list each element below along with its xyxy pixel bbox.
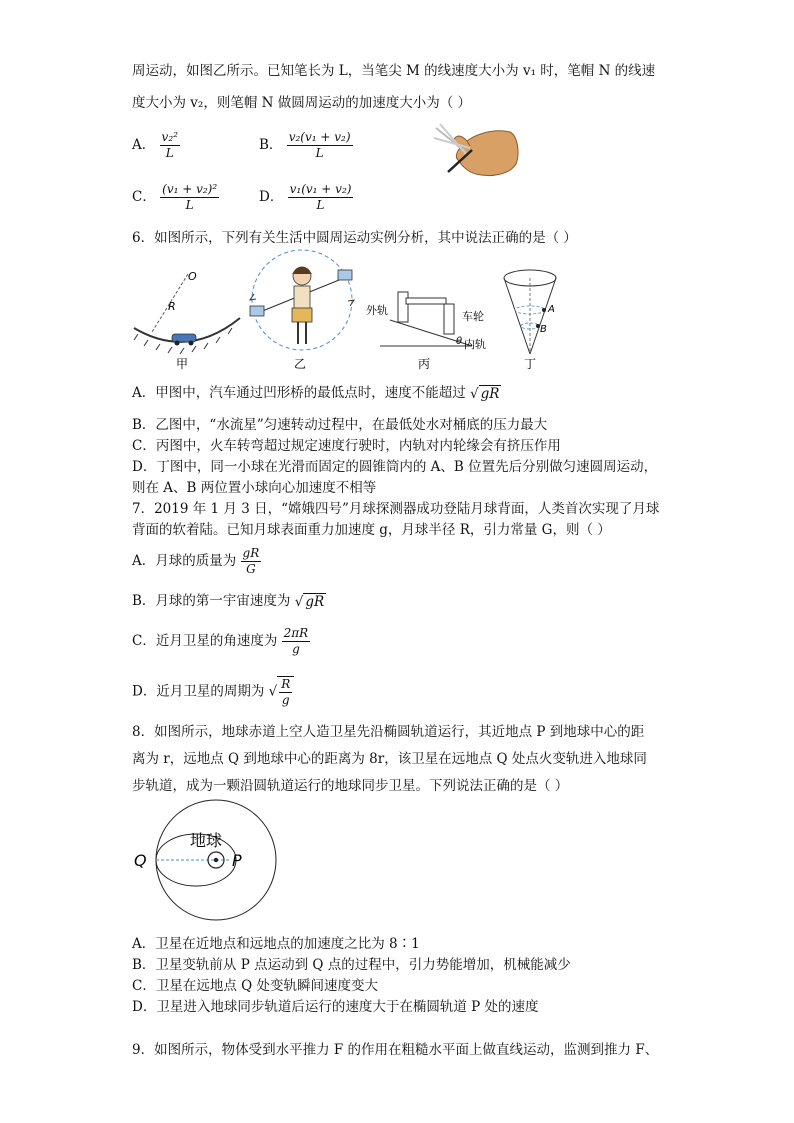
q5-option-c-denominator: L [185, 198, 194, 212]
ball-a [542, 308, 546, 312]
arrow-left [250, 294, 256, 300]
arrow-right [348, 300, 354, 306]
q6-option-d-line2: 则在 A、B 两位置小球向心加速度不相等 [132, 480, 377, 496]
inner-rail [444, 304, 454, 334]
q7-option-c-text: C．近月卫星的角速度为 [132, 633, 278, 649]
q7-option-c-denominator: g [292, 642, 300, 656]
label-earth: 地球 [190, 831, 223, 850]
q7-option-b-radicand: gR [305, 593, 325, 610]
q7-option-a-fraction [241, 546, 262, 577]
q6-option-c: C．丙图中，火车转弯超过规定速度行驶时，内轨对内轮缘会有挤压作用 [132, 438, 561, 454]
q8-stem-line1: 8．如图所示，地球赤道上空人造卫星先沿椭圆轨道运行，其近地点 P 到地球中心的距 [132, 724, 645, 740]
cone-side-right [530, 278, 556, 354]
q7-option-b-sqrt: √ gR [294, 593, 325, 610]
q5-option-b-fraction [287, 130, 353, 161]
girl-hair [292, 267, 312, 274]
q5-option-c-fraction [160, 182, 219, 213]
q5-option-d-fraction [288, 182, 354, 213]
q5-option-b-label: B． [259, 137, 283, 153]
bucket-left [250, 306, 264, 316]
label-wheel: 车轮 [462, 310, 484, 323]
q6-option-a-radicand: gR [480, 385, 500, 402]
fig-ding-label: 丁 [524, 357, 537, 371]
q7-option-c-numerator: 2πR [283, 626, 309, 640]
q5-option-d-label: D． [259, 189, 284, 205]
q5-option-b [259, 130, 353, 161]
q6-stem: 6．如图所示，下列有关生活中圆周运动实例分析，其中说法正确的是（ ） [132, 230, 577, 246]
q7-option-b-text: B．月球的第一宇宙速度为 [132, 593, 291, 609]
q7-option-d-sqrt: √ $\frac{R}{g}$ [269, 676, 295, 708]
q7-option-d [132, 676, 294, 708]
q7-option-d-text: D．近月卫星的周期为 [132, 683, 265, 700]
girl-body [294, 286, 310, 310]
q6-option-d-line1: D．丁图中，同一小球在光滑而固定的圆锥筒内的 A、B 位置先后分别做匀速圆周运动， [132, 459, 658, 475]
q5-option-d [259, 182, 353, 213]
label-outer-rail: 外轨 [366, 304, 388, 317]
fig-yi-label: 乙 [294, 357, 307, 371]
car-wheel-front [175, 341, 180, 346]
q7-option-b [132, 592, 326, 611]
q5-option-c [132, 182, 219, 213]
q9-stem-line1: 9．如图所示，物体受到水平推力 F 的作用在粗糙水平面上做直线运动，监测到推力 F、 [132, 1042, 659, 1058]
q7-option-d-numerator: R [281, 677, 291, 691]
earth-center [214, 858, 218, 862]
q5-hand-pen-figure [432, 122, 522, 184]
q5-option-c-label: C． [132, 189, 156, 205]
q8-stem-line2: 离为 r，远地点 Q 到地球中心的距离为 8r，该卫星在远地点 Q 处点火变轨进入地球同 [132, 751, 647, 767]
q8-option-b: B．卫星变轨前从 P 点运动到 Q 点的过程中，引力势能增加，机械能减少 [132, 957, 571, 973]
q8-option-a: A．卫星在近地点和远地点的加速度之比为 8∶1 [132, 936, 420, 952]
q8-stem-line3: 步轨道，成为一颗沿圆轨道运行的地球同步卫星。下列说法正确的是（ ） [132, 778, 569, 794]
q7-option-c [132, 626, 310, 657]
q8-option-c: C．卫星在远地点 Q 处变轨瞬间速度变大 [132, 978, 378, 994]
fig-yi-water-meteor [250, 250, 354, 371]
q5-stem-line1: 周运动，如图乙所示。已知笔长为 L，当笔尖 M 的线速度大小为 v₁ 时，笔帽 N 的线速 [132, 63, 656, 79]
q7-option-d-fraction [277, 676, 294, 708]
cone-side-left [504, 278, 530, 354]
q5-option-a-label: A． [132, 137, 156, 153]
q6-option-b: B．乙图中，“水流星”匀速转动过程中，在最低处水对桶底的压力最大 [132, 417, 548, 433]
q5-stem-line2: 度大小为 v₂，则笔帽 N 做圆周运动的加速度大小为（ ） [132, 95, 472, 111]
q7-option-a-numerator: gR [242, 546, 260, 560]
q5-option-a [132, 130, 180, 161]
q6-option-a-sqrt: √ gR [470, 385, 500, 402]
bucket-right [338, 270, 352, 280]
q6-option-a [132, 384, 501, 403]
q5-option-b-numerator: v₂(v₁ + v₂) [288, 130, 351, 144]
outer-rail [398, 292, 408, 322]
q5-option-a-numerator: v₂² [161, 130, 178, 144]
fig-ding-cone [504, 270, 556, 371]
q7-option-d-denominator: g [281, 693, 290, 707]
label-p: P [232, 851, 242, 870]
label-o: O [188, 270, 197, 283]
q5-option-a-fraction [160, 130, 180, 161]
label-b: B [540, 324, 547, 335]
label-r: R [168, 300, 176, 313]
label-inner-rail: 内轨 [464, 338, 486, 351]
q7-option-c-fraction [282, 626, 311, 657]
label-q: Q [134, 851, 147, 870]
q5-option-d-denominator: L [316, 198, 325, 212]
label-a: A [548, 304, 555, 315]
q6-figures [132, 248, 572, 374]
q7-option-a [132, 546, 261, 577]
q5-option-a-denominator: L [165, 146, 174, 160]
q7-option-a-text: A．月球的质量为 [132, 553, 237, 569]
fig-bing-label: 丙 [418, 357, 431, 371]
q7-stem-line1: 7．2019 年 1 月 3 日，“嫦娥四号”月球探测器成功登陆月球背面，人类首次实现了月球 [132, 501, 660, 517]
car-wheel-rear [189, 341, 194, 346]
label-theta: θ [456, 336, 463, 347]
fig-jia-concave-bridge [134, 270, 240, 371]
q5-option-c-numerator: (v₁ + v₂)² [162, 182, 218, 196]
axle [406, 298, 446, 304]
q7-option-a-denominator: G [246, 562, 256, 576]
fig-jia-label: 甲 [176, 357, 189, 371]
q5-option-b-denominator: L [315, 146, 324, 160]
q7-stem-line2: 背面的软着陆。已知月球表面重力加速度 g，月球半径 R，引力常量 G，则（ ） [132, 522, 611, 538]
q5-option-d-numerator: v₁(v₁ + v₂) [289, 182, 352, 196]
car-body [172, 334, 196, 342]
q8-option-d: D．卫星进入地球同步轨道后运行的速度大于在椭圆轨道 P 处的速度 [132, 999, 539, 1015]
q6-option-a-text: A．甲图中，汽车通过凹形桥的最低点时，速度不能超过 [132, 385, 466, 401]
girl-skirt [292, 308, 312, 322]
fig-bing-train-tracks [366, 292, 486, 371]
q8-orbit-figure [130, 796, 290, 926]
